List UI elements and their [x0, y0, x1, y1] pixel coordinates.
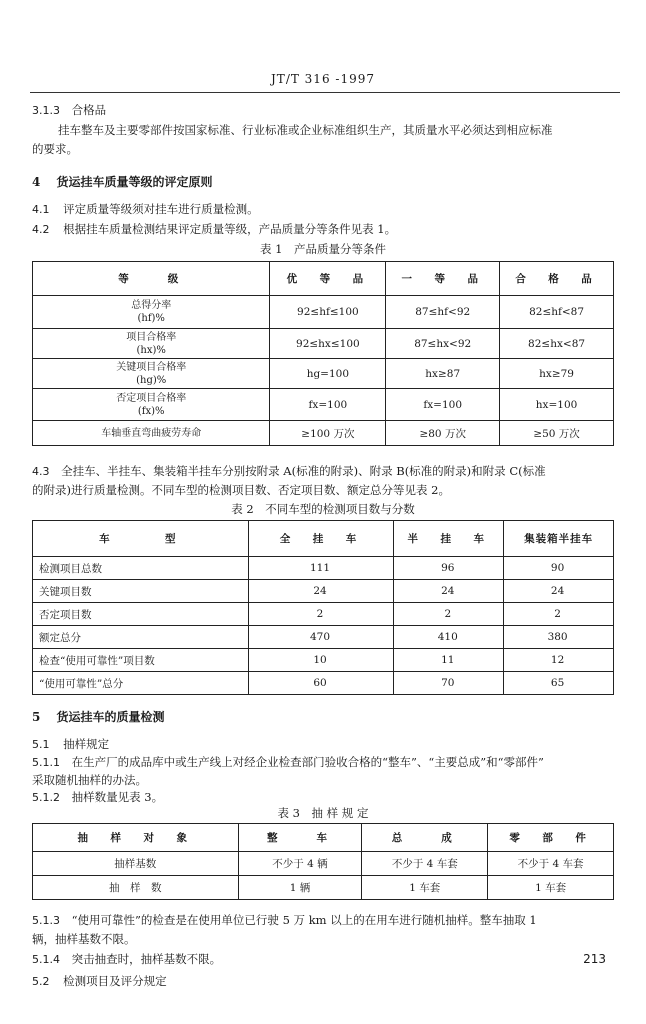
section-text: 突击抽查时，抽样基数不限。	[71, 952, 222, 966]
section-text: 评定质量等级须对挂车进行质量检测。	[63, 202, 259, 216]
table-cell: 不少于 4 车套	[488, 852, 614, 876]
table-cell: ≥50 万次	[500, 421, 614, 446]
section-title: 合格品	[71, 103, 107, 117]
table3-header: 零 部 件	[488, 824, 614, 852]
table-cell: 24	[504, 580, 614, 603]
table-row	[33, 359, 614, 389]
row-label: 额定总分	[33, 626, 249, 649]
table3-header: 抽 样 对 象	[33, 824, 239, 852]
section-number: 4.2	[32, 223, 50, 236]
table2-header: 全 挂 车	[248, 521, 394, 557]
table-row	[33, 876, 614, 900]
table-cell: 2	[394, 603, 504, 626]
section-number: 5.2	[32, 975, 50, 988]
section-5-1-2	[32, 789, 163, 806]
section-number: 5.1.4	[32, 953, 60, 966]
section-text: 检测项目及评分规定	[63, 974, 167, 988]
section-title: 货运挂车的质量检测	[56, 710, 165, 724]
table1	[32, 261, 614, 446]
row-label: 否定项目合格率	[116, 392, 187, 404]
table1-header: 等 级	[33, 262, 270, 296]
table-cell: 87≤hf<92	[386, 296, 500, 329]
table-cell: 470	[248, 626, 394, 649]
section-3-1-3	[32, 102, 106, 119]
table1-header-row	[33, 262, 614, 296]
table2-header: 车 型	[33, 521, 249, 557]
table-cell: hg=100	[270, 359, 386, 389]
section-number: 4.3	[32, 465, 50, 478]
table2-header-row	[33, 521, 614, 557]
section-5-1	[32, 736, 109, 753]
section-number: 5.1.2	[32, 791, 60, 804]
table2-header: 集装箱半挂车	[504, 521, 614, 557]
table2-caption: 表 2 不同车型的检测项目数与分数	[231, 502, 415, 516]
page-header: JT/T 316 -1997	[271, 72, 375, 86]
table3	[32, 823, 614, 900]
table-row	[33, 296, 614, 329]
row-label: 车轴垂直弯曲疲劳寿命	[33, 421, 270, 446]
table-cell: 12	[504, 649, 614, 672]
table-row	[33, 603, 614, 626]
row-label: 关键项目数	[33, 580, 249, 603]
table-cell: 10	[248, 649, 394, 672]
section-text: 根据挂车质量检测结果评定质量等级，产品质量分等条件见表 1。	[63, 222, 397, 236]
row-label: 关键项目合格率	[116, 361, 187, 373]
table3-header: 整 车	[238, 824, 362, 852]
row-symbol: (hg)%	[136, 374, 167, 386]
table3-header: 总 成	[362, 824, 488, 852]
section-title: 货运挂车质量等级的评定原则	[56, 175, 213, 189]
table-cell: 11	[394, 649, 504, 672]
row-symbol: (hx)%	[136, 344, 166, 356]
row-label: “使用可靠性”总分	[33, 672, 249, 695]
section-4-1	[32, 201, 259, 218]
table2-header: 半 挂 车	[394, 521, 504, 557]
section-4-heading	[32, 173, 213, 190]
table-row	[33, 421, 614, 446]
table-cell: 2	[504, 603, 614, 626]
section-number: 5	[32, 710, 41, 724]
table-cell: hx≥87	[386, 359, 500, 389]
table2	[32, 520, 614, 695]
paragraph-line: 挂车整车及主要零部件按国家标准、行业标准或企业标准组织生产，其质量水平必须达到相应标准	[58, 123, 553, 137]
paragraph-line: 采取随机抽样的办法。	[32, 773, 147, 787]
section-text: 抽样规定	[63, 737, 110, 751]
section-5-heading	[32, 708, 165, 725]
table-cell: 70	[394, 672, 504, 695]
section-number: 3.1.3	[32, 104, 60, 117]
table-cell: 410	[394, 626, 504, 649]
section-number: 4.1	[32, 203, 50, 216]
table1-header: 一 等 品	[386, 262, 500, 296]
table1-header: 优 等 品	[270, 262, 386, 296]
table-cell: 1 车套	[488, 876, 614, 900]
table-cell: 380	[504, 626, 614, 649]
table-cell: 96	[394, 557, 504, 580]
table-cell: ≥100 万次	[270, 421, 386, 446]
table-cell: 65	[504, 672, 614, 695]
table-cell: ≥80 万次	[386, 421, 500, 446]
table-row	[33, 672, 614, 695]
row-label: 检查“使用可靠性”项目数	[33, 649, 249, 672]
section-4-3	[32, 463, 546, 480]
table-cell: 82≤hf<87	[500, 296, 614, 329]
table-cell: 82≤hx<87	[500, 329, 614, 359]
table-cell: fx=100	[270, 389, 386, 421]
table-cell: 24	[248, 580, 394, 603]
table3-header-row	[33, 824, 614, 852]
table3-caption: 表 3 抽 样 规 定	[277, 806, 369, 820]
row-symbol: (fx)%	[137, 405, 165, 417]
header-rule	[30, 92, 620, 93]
row-label: 总得分率	[131, 300, 172, 311]
table-row	[33, 389, 614, 421]
paragraph-line: 全挂车、半挂车、集装箱半挂车分别按附录 A(标准的附录)、附录 B(标准的附录)和附录 C(标准	[61, 464, 546, 478]
section-5-2	[32, 973, 167, 990]
table1-caption: 表 1 产品质量分等条件	[260, 242, 386, 256]
row-label: 项目合格率	[126, 331, 177, 343]
table-cell: 92≤hf≤100	[270, 296, 386, 329]
table-cell: 60	[248, 672, 394, 695]
table-cell: 不少于 4 车套	[362, 852, 488, 876]
table1-header: 合 格 品	[500, 262, 614, 296]
section-4-2	[32, 221, 396, 238]
table-cell: 87≤hx<92	[386, 329, 500, 359]
row-label: 否定项目数	[33, 603, 249, 626]
section-5-1-1	[32, 754, 544, 771]
table-row	[33, 626, 614, 649]
table-cell: 111	[248, 557, 394, 580]
table-cell: 1 车套	[362, 876, 488, 900]
row-label: 抽样基数	[33, 852, 239, 876]
section-number: 5.1.3	[32, 914, 60, 927]
paragraph-line: “使用可靠性”的检查是在使用单位已行驶 5 万 km 以上的在用车进行随机抽样。整车抽取 1	[71, 913, 537, 927]
page-number: 213	[583, 952, 606, 966]
table-row	[33, 649, 614, 672]
table-row	[33, 557, 614, 580]
section-5-1-3	[32, 912, 537, 929]
table-cell: 不少于 4 辆	[238, 852, 362, 876]
table-cell: fx=100	[386, 389, 500, 421]
table-cell: 1 辆	[238, 876, 362, 900]
section-5-1-4	[32, 951, 221, 968]
table-cell: hx=100	[500, 389, 614, 421]
row-label: 抽 样 数	[33, 876, 239, 900]
table-cell: 90	[504, 557, 614, 580]
row-symbol: (hf)%	[137, 313, 165, 324]
paragraph-line: 在生产厂的成品库中或生产线上对经企业检查部门验收合格的“整车”、“主要总成”和“零部件”	[71, 755, 544, 769]
table-row	[33, 580, 614, 603]
table-cell: 92≤hx≤100	[270, 329, 386, 359]
table-cell: hx≥79	[500, 359, 614, 389]
section-text: 抽样数量见表 3。	[71, 790, 164, 804]
table-row	[33, 852, 614, 876]
paragraph-line: 辆，抽样基数不限。	[32, 932, 136, 946]
table-cell: 2	[248, 603, 394, 626]
paragraph-line: 的附录)进行质量检测。不同车型的检测项目数、否定项目数、额定总分等见表 2。	[32, 483, 450, 497]
section-number: 4	[32, 175, 41, 189]
table-cell: 24	[394, 580, 504, 603]
section-number: 5.1	[32, 738, 50, 751]
row-label: 检测项目总数	[33, 557, 249, 580]
table-row	[33, 329, 614, 359]
section-number: 5.1.1	[32, 756, 60, 769]
paragraph-line: 的要求。	[32, 142, 78, 156]
